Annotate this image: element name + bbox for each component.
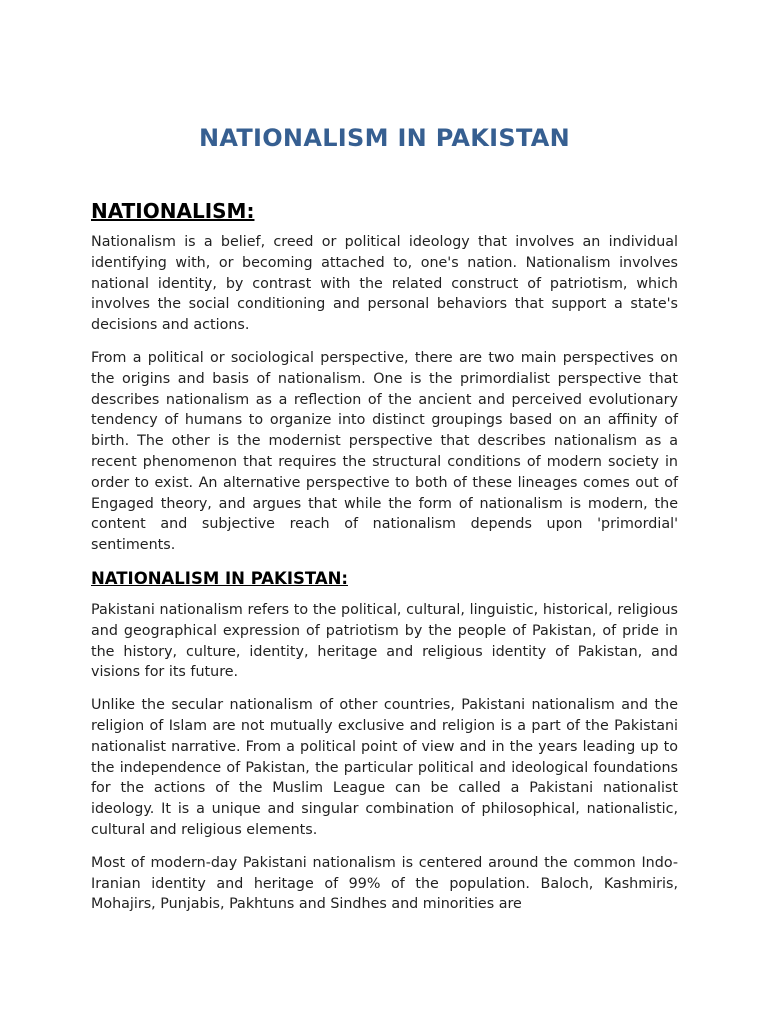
section-heading: NATIONALISM: bbox=[91, 199, 255, 223]
paragraph: Unlike the secular nationalism of other countries, Pakistani nationalism and the religion of Islam are not mutually exclusive and religion is a part of the Pakistani nationalist narrative. From a political point of view and in the years leading up to the independence of Pakistan, the particular political and ideological foundations for the actions of the Muslim League can be called a Pakistani nationalist ideology. It is a unique and singular combination of philosophical, nationalistic, cultural and religious elements. bbox=[91, 697, 678, 838]
paragraph: Pakistani nationalism refers to the political, cultural, linguistic, historical, religious and geographical expression of patriotism by the people of Pakistan, of pride in the history, culture, identity, heritage and religious identity of Pakistan, and visions for its future. bbox=[91, 601, 678, 681]
section-heading: NATIONALISM IN PAKISTAN: bbox=[91, 568, 348, 588]
section-nationalism-in-pakistan bbox=[91, 568, 678, 915]
document-title: NATIONALISM IN PAKISTAN bbox=[198, 124, 571, 152]
paragraph: Nationalism is a belief, creed or political ideology that involves an individual identifying with, or becoming attached to, one's nation. Nationalism involves national identity, by contrast with the related construct of patriotism, which involves the social conditioning and personal behaviors that support a state's decisions and actions. bbox=[91, 234, 678, 334]
paragraph: Most of modern-day Pakistani nationalism is centered around the common Indo-Iranian identity and heritage of 99% of the population. Baloch, Kashmiris, Mohajirs, Punjabis, Pakhtuns and Sindhes and minorities are bbox=[91, 854, 678, 913]
paragraph: From a political or sociological perspective, there are two main perspectives on the origins and basis of nationalism. One is the primordialist perspective that describes nationalism as a reflection of the ancient and perceived evolutionary tendency of humans to organize into distinct groupings based on an affinity of birth. The other is the modernist perspective that describes nationalism as a recent phenomenon that requires the structural conditions of modern society in order to exist. An alternative perspective to both of these lineages comes out of Engaged theory, and argues that while the form of nationalism is modern, the content and subjective reach of nationalism depends upon 'primordial' sentiments. bbox=[91, 349, 678, 554]
section-nationalism bbox=[91, 198, 678, 556]
